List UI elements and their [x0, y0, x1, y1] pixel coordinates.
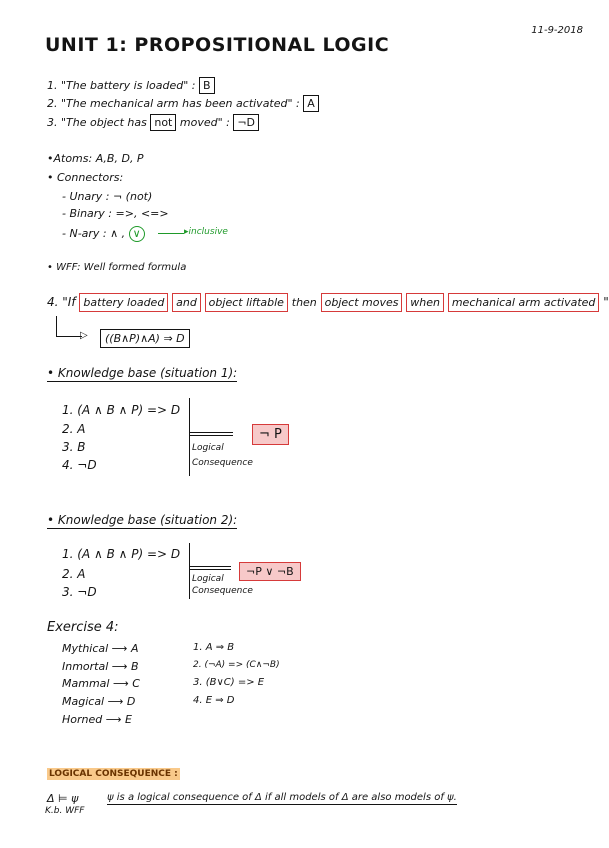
kb1-result: ¬ P	[252, 424, 289, 445]
kb2-label-consequence: Consequence	[192, 586, 253, 596]
or-circle: ∨	[129, 226, 145, 242]
sentence-quote-close: "	[603, 295, 609, 309]
sentence-num: 4.	[47, 295, 59, 309]
exercise-formula: 4. E ⇒ D	[193, 695, 235, 706]
kb1-item: 4. ¬D	[62, 458, 97, 472]
kb2-item: 3. ¬D	[62, 585, 97, 599]
logical-consequence-label	[47, 770, 180, 779]
exercise-heading: Exercise 4:	[47, 620, 119, 635]
kb1-item: 2. A	[62, 422, 86, 436]
definition	[107, 793, 457, 803]
kb2-item: 2. A	[62, 567, 86, 581]
phrase-battery-loaded: battery loaded	[79, 293, 168, 312]
entailment-symbol: Δ ⊨ ψ	[47, 792, 79, 805]
exercise-formula: 2. (¬A) => (C∧¬B)	[193, 660, 280, 670]
exercise-mapping: Mammal ⟶ C	[62, 677, 140, 690]
connector-nary-text: - N-ary : ∧ ,	[62, 227, 126, 240]
connector-unary: - Unary : ¬ (not)	[62, 190, 153, 203]
kb2-item: 1. (A ∧ B ∧ P) => D	[62, 547, 181, 561]
proposition-2	[47, 98, 319, 109]
prop-label: B	[199, 77, 215, 94]
kb2-result: ¬P ∨ ¬B	[239, 562, 301, 581]
prop-text: "The object has	[61, 116, 147, 129]
prop-text: moved" :	[179, 116, 230, 129]
entailment-subscript: K.b. WFF	[45, 806, 85, 816]
kb2-heading-text: • Knowledge base (situation 2):	[47, 513, 238, 527]
formula-box	[100, 329, 190, 348]
phrase-when: when	[406, 293, 444, 312]
exercise-mapping: Mythical ⟶ A	[62, 642, 139, 655]
kb2-label-logical: Logical	[192, 574, 224, 584]
proposition-3	[47, 117, 259, 128]
connector-binary: - Binary : =>, <=>	[62, 207, 169, 220]
exercise-mapping: Magical ⟶ D	[62, 695, 136, 708]
proposition-1	[47, 80, 215, 91]
prop-text: "The battery is loaded" :	[61, 79, 196, 92]
connectors-heading: • Connectors:	[47, 171, 124, 184]
kb1-turnstile-vertical	[189, 398, 190, 476]
kb2-turnstile-vertical	[189, 543, 190, 599]
phrase-mechanical-arm: mechanical arm activated	[448, 293, 600, 312]
page-title: UNIT 1: PROPOSITIONAL LOGIC	[45, 34, 390, 56]
kb2-turnstile-line	[189, 569, 231, 570]
hook-arrow-horizontal	[56, 336, 82, 337]
phrase-object-moves: object moves	[321, 293, 403, 312]
kb2-turnstile-line	[189, 566, 231, 567]
wff-line: • WFF: Well formed formula	[47, 262, 187, 273]
kb2-heading	[47, 514, 237, 526]
atoms-line: •Atoms: A,B, D, P	[47, 152, 144, 165]
prop-boxed-word: not	[150, 114, 176, 131]
inclusive-text: inclusive	[188, 227, 228, 237]
kb1-label-logical: Logical	[192, 443, 224, 453]
kb1-heading-text: • Knowledge base (situation 1):	[47, 366, 238, 380]
arrow-head-icon: ▷	[80, 330, 88, 341]
inclusive-note	[184, 228, 228, 237]
prop-num: 3.	[47, 116, 58, 129]
kb1-turnstile-line	[189, 432, 233, 433]
prop-label: ¬D	[233, 114, 259, 131]
phrase-then: then	[291, 296, 317, 309]
connector-nary	[62, 226, 145, 242]
hook-arrow-vertical	[56, 316, 57, 336]
prop-num: 1.	[47, 79, 58, 92]
kb1-label-consequence: Consequence	[192, 458, 253, 468]
exercise-formula: 1. A ⇒ B	[193, 642, 235, 653]
kb1-turnstile-line	[189, 435, 233, 436]
logical-consequence-highlight: LOGICAL CONSEQUENCE :	[49, 769, 178, 779]
prop-label: A	[303, 95, 319, 112]
date: 11-9-2018	[531, 25, 583, 36]
phrase-and: and	[172, 293, 201, 312]
sentence-quote-open: "If	[62, 295, 76, 309]
exercise-mapping: Inmortal ⟶ B	[62, 660, 139, 673]
green-arrow-line	[158, 233, 184, 234]
kb1-item: 3. B	[62, 440, 86, 454]
prop-text: "The mechanical arm has been activated" :	[61, 97, 300, 110]
kb1-item: 1. (A ∧ B ∧ P) => D	[62, 403, 181, 417]
exercise-mapping: Horned ⟶ E	[62, 713, 132, 726]
phrase-object-liftable: object liftable	[205, 293, 288, 312]
sentence-4	[47, 296, 609, 308]
arrow-head-icon: ▸	[184, 227, 189, 237]
formula: ((B∧P)∧A) ⇒ D	[105, 332, 185, 345]
kb1-heading	[47, 367, 237, 379]
exercise-formula: 3. (B∨C) => E	[193, 677, 265, 688]
definition-text: ψ is a logical consequence of Δ if all models of Δ are also models of ψ.	[107, 792, 457, 803]
prop-num: 2.	[47, 97, 58, 110]
